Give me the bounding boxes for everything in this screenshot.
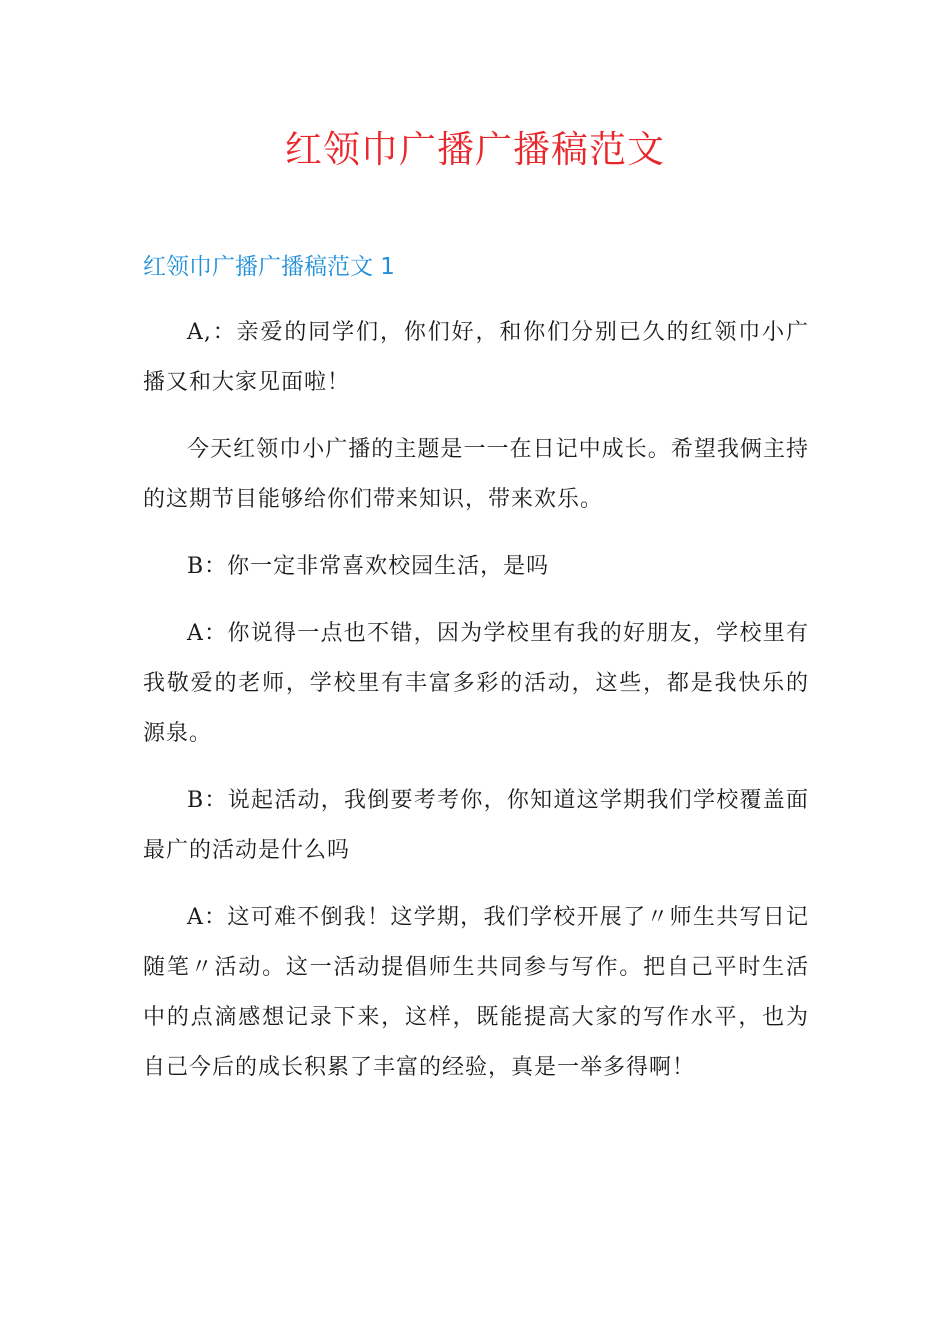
document-body (143, 308, 809, 1110)
paragraph: A,：亲爱的同学们，你们好，和你们分别已久的红领巾小广播又和大家见面啦！ (143, 320, 809, 395)
paragraph: 今天红领巾小广播的主题是一一在日记中成长。希望我俩主持的这期节目能够给你们带来知识，带来欢乐。 (143, 437, 809, 512)
section-heading: 红领巾广播广播稿范文 1 (143, 254, 395, 280)
document-title: 红领巾广播广播稿范文 (285, 128, 665, 171)
paragraph: B：你一定非常喜欢校园生活，是吗 (187, 554, 550, 579)
paragraph: A：这可难不倒我！这学期，我们学校开展了〃师生共写日记随笔〃活动。这一活动提倡师生共同参与写作。把自己平时生活中的点滴感想记录下来，这样，既能提高大家的写作水平，也为自己今后的成长积累了丰富的经验，真是一举多得啊！ (143, 905, 809, 1080)
paragraph: B：说起活动，我倒要考考你，你知道这学期我们学校覆盖面最广的活动是什么吗 (143, 788, 809, 863)
paragraph: A：你说得一点也不错，因为学校里有我的好朋友，学校里有我敬爱的老师，学校里有丰富多彩的活动，这些，都是我快乐的源泉。 (143, 621, 809, 746)
